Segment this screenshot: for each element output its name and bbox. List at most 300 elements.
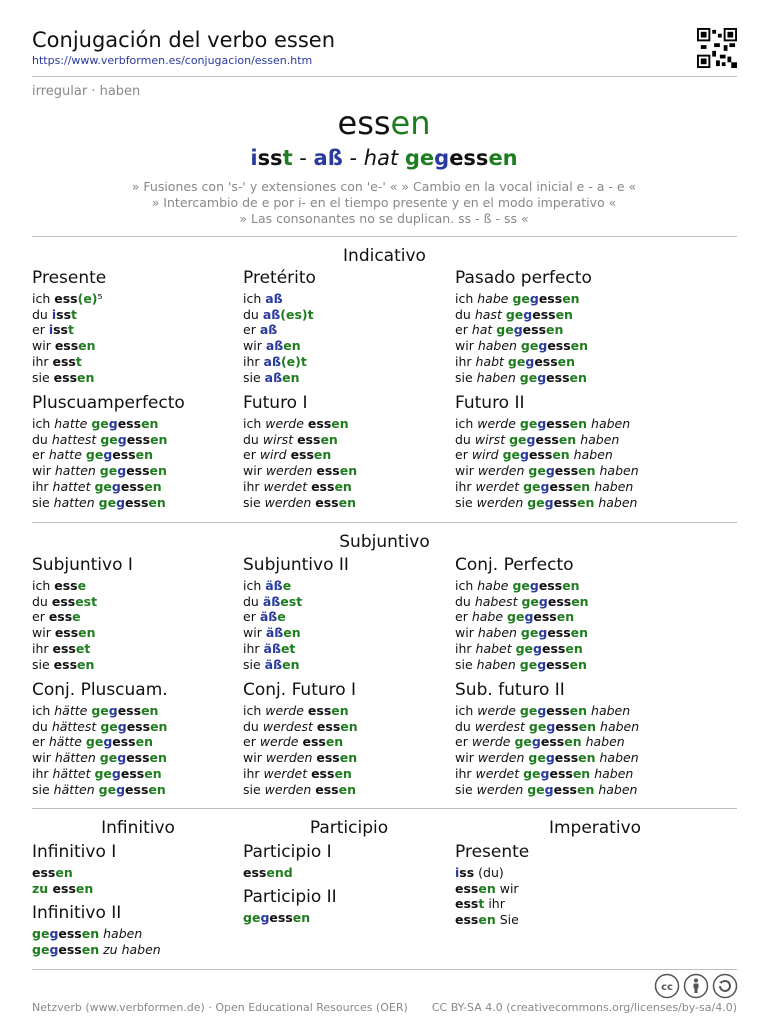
page-url[interactable]: https://www.verbformen.es/conjugacion/essen.htm xyxy=(32,54,313,67)
form-segment: ihr xyxy=(455,478,476,494)
conjugation-row xyxy=(32,734,237,750)
conjugation-row xyxy=(32,657,237,673)
form-segment: ge xyxy=(528,463,546,479)
form-segment: t xyxy=(68,322,74,338)
form-segment: sie xyxy=(455,369,477,385)
form-segment: g xyxy=(49,926,59,941)
form-segment: haben xyxy=(595,750,639,766)
form-segment: i xyxy=(51,306,57,322)
conjugation-row xyxy=(455,447,660,463)
conjugation-row xyxy=(243,338,448,354)
form-segment: hatten xyxy=(54,463,100,479)
form-segment: en xyxy=(320,431,338,447)
form-segment: ess xyxy=(538,291,563,306)
form-segment: ess xyxy=(554,750,579,766)
form-segment: aß xyxy=(265,291,283,306)
form-segment: hattest xyxy=(51,431,101,447)
form-segment: ich xyxy=(243,703,266,718)
form-segment: g xyxy=(531,734,541,750)
form-segment: aß xyxy=(263,353,281,369)
form-segment: hattet xyxy=(52,478,95,494)
conjugation-row xyxy=(455,703,660,719)
form-segment: g xyxy=(513,322,523,338)
form-segment: ess xyxy=(547,593,572,609)
form-segment: werde xyxy=(265,416,308,431)
form-segment: ge xyxy=(523,765,541,781)
divider xyxy=(32,808,737,809)
tense-futuro-2 xyxy=(455,393,660,510)
tense-conj-futuro-1 xyxy=(243,680,448,797)
form-segment: g xyxy=(108,703,118,718)
form-segment: ess xyxy=(538,578,563,593)
note-line: » Intercambio de e por i- en el tiempo presente y en el modo imperativo « xyxy=(151,195,617,210)
form-segment: end xyxy=(266,865,293,880)
form-segment: er xyxy=(32,734,49,750)
form-segment: werdet xyxy=(475,765,524,781)
form-segment: g xyxy=(103,447,113,463)
form-segment: wirst xyxy=(262,431,298,447)
tense-presente xyxy=(32,268,237,385)
form-segment: werden xyxy=(476,494,528,510)
form-segment: ich xyxy=(32,291,55,306)
form-segment: du xyxy=(455,306,475,322)
form-segment: ess xyxy=(311,478,335,494)
form-segment: en xyxy=(571,593,589,609)
conjugation-row xyxy=(455,338,660,354)
divider xyxy=(32,522,737,523)
form-segment: - xyxy=(342,146,364,170)
form-segment: en xyxy=(339,750,358,766)
form-segment: ge xyxy=(100,431,118,447)
form-segment: ge xyxy=(32,926,50,941)
verb-tags: irregular · haben xyxy=(32,84,141,99)
form-segment: ess xyxy=(315,781,339,797)
form-segment: wir xyxy=(243,463,266,479)
form-segment: ess xyxy=(522,322,547,338)
form-segment: g xyxy=(538,338,548,354)
form-segment: en xyxy=(576,781,595,797)
form-segment: g xyxy=(116,494,126,510)
conjugation-row xyxy=(243,910,448,926)
form-segment: ess xyxy=(52,353,76,369)
note-line: » Fusiones con 's-' y extensiones con 'e-' « » Cambio en la vocal inicial e - a - e « xyxy=(131,179,637,194)
form-segment: ess xyxy=(269,910,293,925)
form-segment: ess xyxy=(549,765,573,781)
form-segment: sie xyxy=(455,781,477,797)
verb-infinitive xyxy=(0,104,768,142)
form-segment: ess xyxy=(546,416,570,431)
form-segment: habe xyxy=(477,578,513,593)
conjugation-row xyxy=(455,912,660,928)
form-segment: zu xyxy=(32,880,53,896)
page-title: Conjugación del verbo essen xyxy=(32,28,336,52)
form-segment: e xyxy=(277,609,286,625)
conjugation-row xyxy=(243,719,448,735)
form-segment: äß xyxy=(264,656,283,672)
form-segment: er xyxy=(455,447,472,463)
form-segment: ess xyxy=(32,865,56,880)
conjugation-row xyxy=(243,432,448,448)
form-segment: ess xyxy=(117,416,142,431)
form-segment: ge xyxy=(98,781,117,797)
form-segment: hätte xyxy=(48,734,86,750)
form-segment: äß xyxy=(262,593,281,609)
footer-license: CC BY-SA 4.0 (creativecommons.org/licenses/by-sa/4.0) xyxy=(431,1001,737,1014)
form-segment: aß xyxy=(259,322,278,338)
tense-sub-futuro-2 xyxy=(455,680,660,797)
main-form xyxy=(293,146,314,170)
conjugation-row xyxy=(32,338,237,354)
form-segment: ess xyxy=(54,338,79,354)
form-segment: ess xyxy=(546,703,570,718)
form-segment: en xyxy=(334,478,352,494)
form-segment: t xyxy=(478,896,485,912)
cc-license-badge xyxy=(654,973,738,999)
form-segment: habe xyxy=(477,291,513,306)
form-segment: ess xyxy=(549,478,573,494)
form-segment: wir xyxy=(32,463,55,479)
form-segment: du xyxy=(32,431,52,447)
form-segment: ge xyxy=(85,734,104,750)
form-segment: en xyxy=(569,416,588,431)
form-segment: ihr xyxy=(32,765,53,781)
conjugation-row xyxy=(455,291,660,307)
form-segment: ss xyxy=(257,146,283,170)
form-segment: ess xyxy=(553,494,577,510)
form-segment: ich xyxy=(455,416,478,431)
conjugation-row xyxy=(32,354,237,370)
form-segment: ihr xyxy=(32,353,53,369)
form-segment: ge xyxy=(507,609,525,625)
tense-title: Presente xyxy=(32,268,107,288)
form-segment: ge xyxy=(94,478,112,494)
form-segment: wir xyxy=(32,338,55,354)
form-segment: haben xyxy=(576,431,620,447)
conjugation-row xyxy=(32,926,237,942)
conjugation-row xyxy=(243,609,448,625)
form-segment: ich xyxy=(243,416,266,431)
form-segment: ess xyxy=(53,656,78,672)
form-segment: wir xyxy=(455,625,478,641)
main-form xyxy=(364,146,518,170)
form-segment: en xyxy=(570,625,589,641)
section-imperativo: Imperativo xyxy=(548,818,642,838)
participio-1 xyxy=(243,842,448,881)
form-segment: g xyxy=(111,765,121,781)
form-segment: haben xyxy=(596,718,640,734)
form-segment: g xyxy=(529,291,539,306)
form-segment: hätte xyxy=(54,703,92,718)
section-participio: Participio xyxy=(309,818,389,838)
tense-title: Conj. Pluscuam. xyxy=(32,680,168,700)
form-segment: ess xyxy=(52,640,76,656)
tense-title: Conj. Futuro I xyxy=(243,680,357,700)
conjugation-row xyxy=(32,432,237,448)
conjugation-row xyxy=(243,479,448,495)
form-segment: ess xyxy=(117,703,142,718)
form-segment: g xyxy=(117,463,127,479)
form-segment: en xyxy=(478,880,496,896)
form-segment: ess xyxy=(243,865,267,880)
form-segment: ge xyxy=(505,306,524,322)
form-segment: en xyxy=(135,734,154,750)
form-segment: e xyxy=(282,578,292,593)
form-segment: er xyxy=(243,609,260,625)
form-segment: ge xyxy=(32,941,50,957)
form-segment: haben xyxy=(569,447,613,463)
form-segment: ge xyxy=(523,478,541,494)
conjugation-row xyxy=(32,782,237,798)
form-segment: haben xyxy=(595,463,639,479)
form-segment: hast xyxy=(474,306,506,322)
form-segment: ge xyxy=(527,494,545,510)
form-segment: er xyxy=(32,447,49,463)
form-segment: werde xyxy=(471,734,515,750)
conjugation-row xyxy=(243,447,448,463)
form-segment: g xyxy=(524,609,534,625)
form-segment: ge xyxy=(91,416,109,431)
tense-title: Participio I xyxy=(243,842,332,862)
form-segment: g xyxy=(111,478,121,494)
form-segment: en xyxy=(578,463,596,479)
form-segment: werden xyxy=(264,781,316,797)
form-segment: werde xyxy=(477,703,520,718)
form-segment: ge xyxy=(519,369,538,385)
conjugation-row xyxy=(243,291,448,307)
conjugation-row xyxy=(243,703,448,719)
conjugation-row xyxy=(243,463,448,479)
conjugation-row xyxy=(243,782,448,798)
form-segment: ss xyxy=(53,322,68,338)
form-segment: en xyxy=(562,578,580,593)
form-segment: ess xyxy=(54,578,78,593)
form-segment: i xyxy=(250,146,258,170)
form-segment: haben xyxy=(594,494,638,510)
form-segment: en xyxy=(564,734,582,750)
form-segment: ess xyxy=(53,369,78,385)
form-segment: ess xyxy=(58,926,82,941)
conjugation-row xyxy=(32,291,237,307)
form-segment: g xyxy=(108,416,118,431)
form-segment: hat xyxy=(471,322,497,338)
conjugation-row xyxy=(455,307,660,323)
form-segment: haben xyxy=(590,765,634,781)
form-segment: ess xyxy=(302,734,326,750)
form-segment: äß xyxy=(263,640,281,656)
form-segment: t xyxy=(282,146,293,170)
form-segment: g xyxy=(520,447,529,463)
form-segment: ess xyxy=(455,880,479,896)
form-segment: haben xyxy=(476,656,520,672)
conjugation-row xyxy=(32,766,237,782)
form-segment: g xyxy=(49,941,59,957)
form-segment: ess xyxy=(126,431,151,447)
qr-code-icon xyxy=(697,28,737,68)
form-segment: ess xyxy=(546,369,570,385)
divider xyxy=(32,969,737,970)
form-segment: g xyxy=(260,910,270,925)
form-segment: ess xyxy=(112,734,136,750)
form-segment: en xyxy=(81,941,100,957)
form-segment: ess xyxy=(455,912,479,928)
form-segment: ge xyxy=(98,494,117,510)
form-segment: t xyxy=(75,353,82,369)
section-indicativo: Indicativo xyxy=(343,246,426,266)
form-segment: e xyxy=(72,609,81,625)
form-segment: g xyxy=(103,734,113,750)
form-segment: en xyxy=(75,880,94,896)
form-segment: - xyxy=(292,146,314,170)
form-segment: ich xyxy=(243,291,266,306)
form-segment: en xyxy=(331,416,349,431)
conjugation-row xyxy=(32,865,237,881)
form-segment: haben xyxy=(590,478,634,494)
conjugation-row xyxy=(455,354,660,370)
form-segment: wir xyxy=(243,625,266,641)
tense-subjuntivo-2 xyxy=(243,555,448,672)
form-segment: ess xyxy=(528,447,553,463)
form-segment: du xyxy=(32,718,52,734)
form-segment: en xyxy=(578,750,596,766)
form-segment: er xyxy=(243,322,260,338)
form-segment: (du) xyxy=(474,865,504,880)
form-segment: sie xyxy=(243,656,265,672)
conjugation-row xyxy=(243,865,448,881)
form-segment: ich xyxy=(243,578,266,593)
form-segment: hatte xyxy=(48,447,86,463)
form-segment: werden xyxy=(476,781,528,797)
form-segment: ge xyxy=(496,322,514,338)
infinitivo-2 xyxy=(32,903,237,957)
tense-title: Subjuntivo I xyxy=(32,555,133,575)
conjugation-row xyxy=(32,641,237,657)
conjugation-row xyxy=(243,625,448,641)
form-segment: ess xyxy=(554,463,579,479)
form-segment: werden xyxy=(477,463,529,479)
conjugation-row xyxy=(32,322,237,338)
divider xyxy=(32,76,737,77)
form-segment: haben xyxy=(587,416,631,431)
main-form xyxy=(314,146,343,170)
form-segment: g xyxy=(117,750,127,766)
form-segment: ge xyxy=(507,353,526,369)
form-segment: ich xyxy=(455,578,478,593)
cc-icon xyxy=(656,975,679,998)
notes xyxy=(0,179,768,227)
form-segment: en xyxy=(557,353,576,369)
conjugation-row xyxy=(32,942,237,958)
tense-title: Infinitivo II xyxy=(32,903,122,923)
form-segment: wir xyxy=(32,750,55,766)
form-segment: en xyxy=(313,447,332,463)
form-segment: er xyxy=(243,734,260,750)
conjugation-row xyxy=(32,479,237,495)
conjugation-row xyxy=(455,750,660,766)
form-segment: g xyxy=(544,781,554,797)
conjugation-row xyxy=(243,416,448,432)
form-segment: er xyxy=(455,322,472,338)
form-segment: ihr xyxy=(455,640,476,656)
form-segment: ge xyxy=(519,656,538,672)
form-segment: g xyxy=(434,146,450,170)
form-segment: ess xyxy=(535,431,559,447)
tense-conj-perfecto xyxy=(455,555,660,672)
tense-title: Subjuntivo II xyxy=(243,555,349,575)
form-segment: ihr xyxy=(243,478,264,494)
form-segment: en xyxy=(552,447,570,463)
conjugation-row xyxy=(32,307,237,323)
conjugation-row xyxy=(455,416,660,432)
form-segment: ge xyxy=(94,765,112,781)
form-segment: sie xyxy=(243,369,265,385)
form-segment: ess xyxy=(316,463,340,479)
form-segment: en xyxy=(334,765,352,781)
form-segment: en xyxy=(572,765,591,781)
form-segment: ich xyxy=(455,703,478,718)
form-segment: g xyxy=(537,416,547,431)
participio-2 xyxy=(243,887,448,926)
form-segment: hatte xyxy=(54,416,92,431)
form-segment: ge xyxy=(99,750,118,766)
form-segment: ess xyxy=(52,880,76,896)
form-segment: g xyxy=(533,640,542,656)
conjugation-row xyxy=(243,594,448,610)
form-segment: er xyxy=(32,322,49,338)
form-segment: en xyxy=(150,431,168,447)
form-segment: en xyxy=(283,338,301,354)
form-segment: ge xyxy=(514,734,532,750)
form-segment: ess xyxy=(112,447,136,463)
tense-futuro-1 xyxy=(243,393,448,510)
form-segment: ess xyxy=(120,478,145,494)
form-segment: en xyxy=(488,146,518,170)
conjugation-row xyxy=(455,766,660,782)
conjugation-row xyxy=(243,495,448,511)
form-segment: g xyxy=(523,306,533,322)
tense-title: Pretérito xyxy=(243,268,316,288)
form-segment: wir xyxy=(495,880,519,896)
form-segment: et xyxy=(280,640,296,656)
form-segment: aß xyxy=(264,369,283,385)
infinitivo-1 xyxy=(32,842,237,896)
form-segment: en xyxy=(150,718,168,734)
conjugation-row xyxy=(455,625,660,641)
imperativo-presente xyxy=(455,842,660,928)
form-segment: en xyxy=(282,656,300,672)
form-segment: ess xyxy=(547,338,571,354)
form-segment: wir xyxy=(243,338,266,354)
form-segment: en xyxy=(338,781,356,797)
form-segment: en xyxy=(55,865,73,880)
conjugation-row xyxy=(455,896,660,912)
section-infinitivo: Infinitivo xyxy=(101,818,175,838)
form-segment: werden xyxy=(477,750,529,766)
main-forms xyxy=(0,146,768,170)
form-segment: haben xyxy=(587,703,631,718)
tense-title: Presente xyxy=(455,842,530,862)
form-segment: en xyxy=(565,640,583,656)
form-segment: g xyxy=(538,593,548,609)
form-segment: ich xyxy=(455,291,478,306)
form-segment: du xyxy=(32,306,52,322)
conjugation-row xyxy=(32,594,237,610)
form-segment: du xyxy=(32,593,52,609)
form-segment: ge xyxy=(520,338,539,354)
form-segment: ge xyxy=(502,447,520,463)
form-segment: ess xyxy=(126,750,150,766)
form-segment: sie xyxy=(455,494,477,510)
form-segment: zu haben xyxy=(99,941,161,957)
